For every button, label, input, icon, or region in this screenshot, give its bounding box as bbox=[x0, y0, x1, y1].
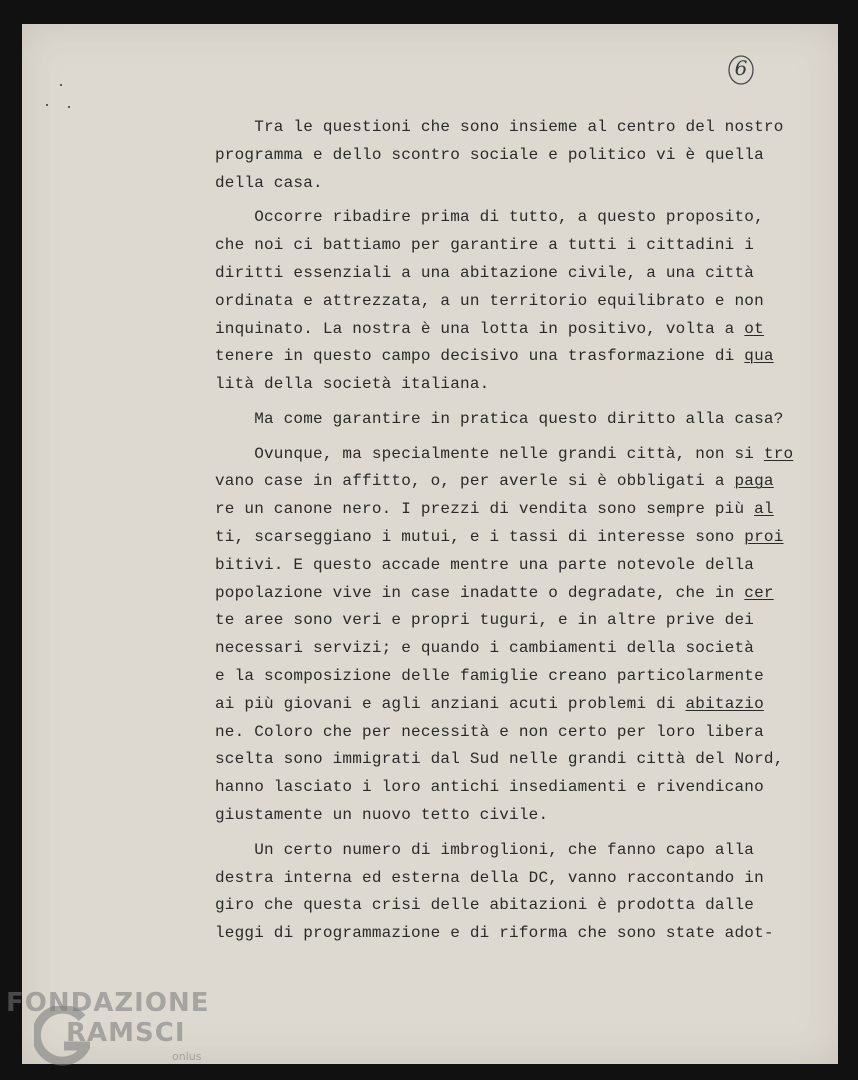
text-segment: ti, scarseggiano i mutui, e i tassi di interesse sono bbox=[215, 528, 745, 547]
text-line bbox=[215, 375, 489, 393]
underlined-syllable: paga bbox=[734, 472, 774, 491]
text-segment: della casa. bbox=[215, 173, 323, 192]
underlined-syllable: tro bbox=[763, 444, 794, 463]
typewritten-page bbox=[22, 24, 838, 1064]
text-segment: lità della società italiana. bbox=[215, 375, 490, 394]
text-segment: Ovunque, ma specialmente nelle grandi città, non si bbox=[215, 444, 764, 463]
text-segment: Ma come garantire in pratica questo diritto alla casa? bbox=[215, 409, 784, 428]
text-segment: e la scomposizione delle famiglie creano particolarmente bbox=[215, 667, 764, 686]
text-line bbox=[215, 841, 754, 859]
text-segment: re un canone nero. I prezzi di vendita sono sempre più bbox=[215, 500, 755, 519]
text-line bbox=[215, 208, 764, 226]
text-segment: scelta sono immigrati dal Sud nelle grandi città del Nord, bbox=[215, 750, 784, 769]
text-line bbox=[215, 320, 764, 338]
text-segment: giustamente un nuovo tetto civile. bbox=[215, 806, 549, 825]
body-text bbox=[22, 24, 838, 1064]
text-line bbox=[215, 695, 764, 713]
underlined-syllable: proi bbox=[744, 528, 784, 547]
underlined-syllable: ot bbox=[744, 319, 764, 338]
watermark-line-3: onlus bbox=[172, 1050, 202, 1063]
text-line bbox=[215, 528, 784, 546]
text-segment: ne. Coloro che per necessità e non certo per loro libera bbox=[215, 722, 764, 741]
text-segment: leggi di programmazione e di riforma che sono state adot- bbox=[215, 924, 774, 943]
text-line bbox=[215, 806, 548, 824]
text-segment: programma e dello scontro sociale e politico vi è quella bbox=[215, 145, 764, 164]
text-line bbox=[215, 584, 774, 602]
text-segment: Occorre ribadire prima di tutto, a questo proposito, bbox=[215, 208, 764, 227]
text-segment: popolazione vive in case inadatte o degradate, che in bbox=[215, 583, 745, 602]
text-segment: diritti essenziali a una abitazione civile, a una città bbox=[215, 263, 755, 282]
text-line bbox=[215, 347, 774, 365]
text-line bbox=[215, 292, 764, 310]
text-segment: tenere in questo campo decisivo una trasformazione di bbox=[215, 347, 745, 366]
text-line bbox=[215, 667, 764, 685]
text-segment: necessari servizi; e quando i cambiamenti della società bbox=[215, 639, 755, 658]
underlined-syllable: cer bbox=[744, 583, 774, 602]
text-line bbox=[215, 118, 784, 136]
underlined-syllable: al bbox=[754, 500, 774, 519]
text-segment: te aree sono veri e propri tuguri, e in altre prive dei bbox=[215, 611, 755, 630]
text-segment: ordinata e attrezzata, a un territorio equilibrato e non bbox=[215, 291, 764, 310]
text-line bbox=[215, 723, 764, 741]
text-line bbox=[215, 869, 764, 887]
text-segment: che noi ci battiamo per garantire a tutti i cittadini i bbox=[215, 236, 755, 255]
text-line bbox=[215, 924, 774, 942]
underlined-syllable: abitazio bbox=[685, 694, 764, 713]
text-segment: Tra le questioni che sono insieme al centro del nostro bbox=[215, 118, 784, 136]
fondazione-gramsci-watermark bbox=[0, 984, 220, 1080]
text-line bbox=[215, 472, 774, 490]
text-segment: vano case in affitto, o, per averle si è obbligati a bbox=[215, 472, 735, 491]
text-line bbox=[215, 445, 793, 463]
page-number-text: 6 bbox=[734, 56, 748, 80]
text-segment: Un certo numero di imbroglioni, che fanno capo alla bbox=[215, 840, 755, 859]
text-line bbox=[215, 264, 754, 282]
text-line bbox=[215, 750, 784, 768]
text-segment: inquinato. La nostra è una lotta in positivo, volta a bbox=[215, 319, 745, 338]
text-line bbox=[215, 639, 754, 657]
text-segment: hanno lasciato i loro antichi insediamenti e rivendicano bbox=[215, 778, 764, 797]
text-line bbox=[215, 611, 754, 629]
text-segment: ai più giovani e agli anziani acuti problemi di bbox=[215, 694, 686, 713]
underlined-syllable: qua bbox=[744, 347, 774, 366]
text-line bbox=[215, 556, 754, 574]
text-segment: giro che questa crisi delle abitazioni è prodotta dalle bbox=[215, 896, 755, 915]
text-line bbox=[215, 896, 754, 914]
text-line bbox=[215, 236, 754, 254]
text-line bbox=[215, 500, 774, 518]
watermark-line-1: FONDAZIONE bbox=[6, 988, 210, 1018]
text-line bbox=[215, 778, 764, 796]
text-line bbox=[215, 410, 784, 428]
text-line bbox=[215, 174, 323, 192]
watermark-line-2: RAMSCI bbox=[66, 1018, 186, 1048]
text-segment: destra interna ed esterna della DC, vanno raccontando in bbox=[215, 868, 764, 887]
text-line bbox=[215, 146, 764, 164]
text-segment: bitivi. E questo accade mentre una parte notevole della bbox=[215, 555, 755, 574]
